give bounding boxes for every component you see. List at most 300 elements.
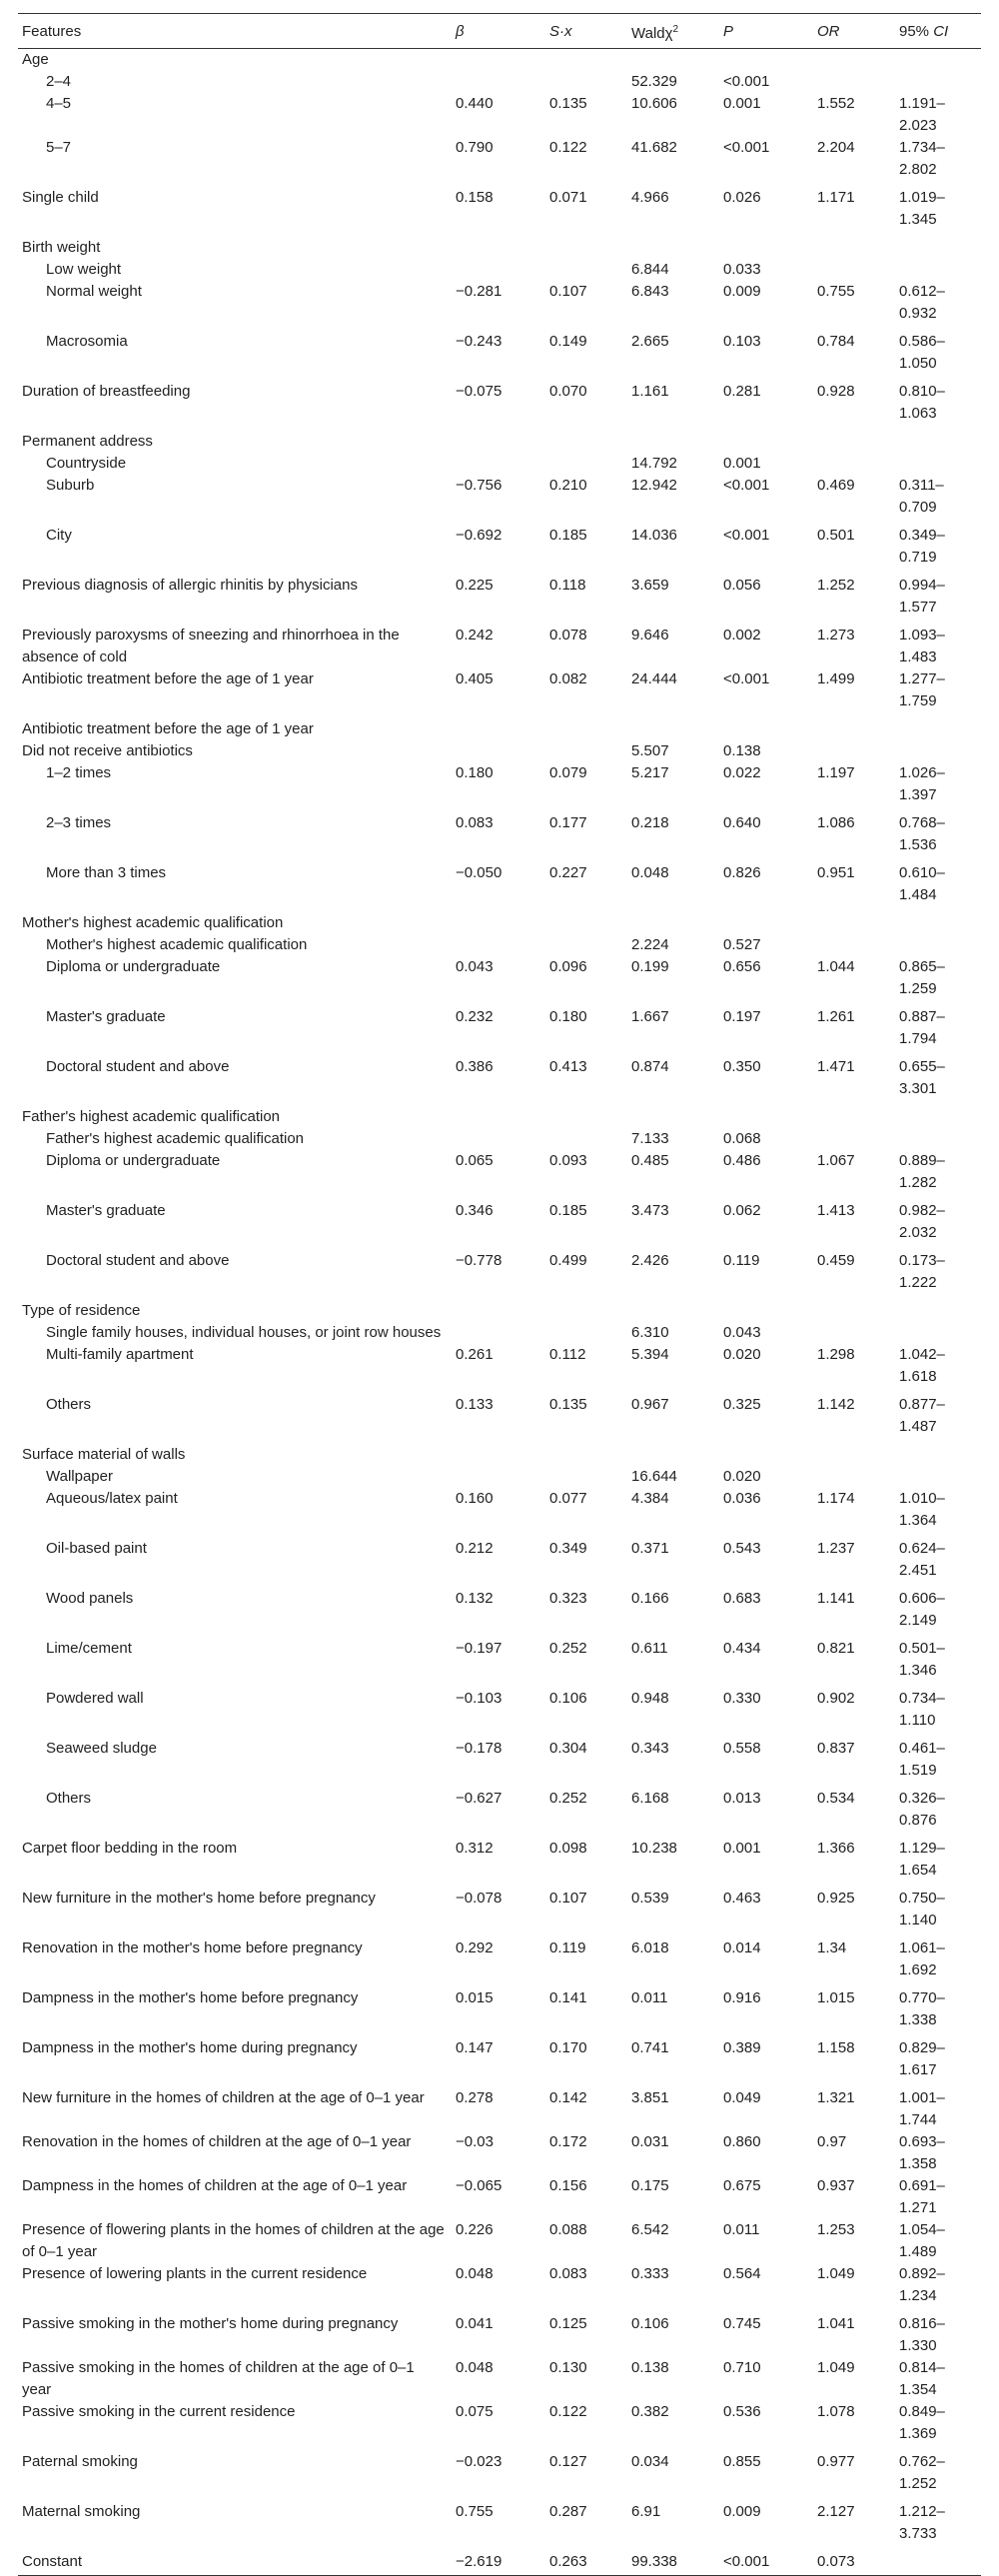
ci-cell: 0.610–1.484 <box>899 864 945 903</box>
p-cell: 0.558 <box>723 1740 761 1757</box>
beta-cell: 0.083 <box>456 814 494 831</box>
wald-cell: 0.343 <box>631 1740 669 1757</box>
sx-cell <box>545 1444 627 1466</box>
feature-cell: Maternal smoking <box>22 2503 141 2520</box>
feature-cell: New furniture in the homes of children at the age of 0–1 year <box>22 2089 425 2106</box>
or-cell: 0.937 <box>817 2177 855 2194</box>
wald-cell: 1.161 <box>631 383 669 400</box>
feature-cell: Suburb <box>46 477 95 494</box>
ci-cell: 0.829–1.617 <box>899 2039 945 2078</box>
wald-cell: 2.224 <box>631 936 669 953</box>
sx-cell: 0.349 <box>549 1540 587 1557</box>
table-row <box>18 1056 981 1106</box>
beta-cell: 0.386 <box>456 1058 494 1075</box>
or-cell: 1.321 <box>817 2089 855 2106</box>
feature-cell: Birth weight <box>22 239 101 256</box>
beta-cell: 0.232 <box>456 1008 494 1025</box>
header-wald-label: Waldχ <box>631 25 673 42</box>
sx-cell <box>545 259 627 281</box>
wald-cell: 10.606 <box>631 95 677 112</box>
sx-cell: 0.185 <box>549 527 587 544</box>
feature-cell: Master's graduate <box>46 1202 166 1219</box>
ci-cell: 1.191–2.023 <box>899 95 945 134</box>
table-row <box>18 2451 981 2501</box>
beta-cell: −0.078 <box>456 1890 502 1907</box>
feature-cell: Doctoral student and above <box>46 1058 230 1075</box>
beta-cell: 0.312 <box>456 1840 494 1857</box>
ci-cell <box>895 912 981 934</box>
ci-cell: 1.093–1.483 <box>899 627 945 665</box>
ci-cell: 0.982–2.032 <box>899 1202 945 1241</box>
feature-cell: Single family houses, individual houses, or joint row houses <box>46 1324 442 1341</box>
p-cell: 0.463 <box>723 1890 761 1907</box>
feature-cell: 2–3 times <box>46 814 112 831</box>
or-cell: 0.837 <box>817 1740 855 1757</box>
beta-cell <box>452 259 545 281</box>
or-cell: 0.928 <box>817 383 855 400</box>
feature-cell: Paternal smoking <box>22 2453 138 2470</box>
ci-cell: 1.061–1.692 <box>899 1939 945 1978</box>
ci-cell <box>895 1322 981 1344</box>
table-row <box>18 1538 981 1588</box>
header-ci-prefix: 95% <box>899 23 934 40</box>
feature-cell: Carpet floor bedding in the room <box>22 1840 238 1857</box>
beta-cell: 0.043 <box>456 958 494 975</box>
feature-cell: Low weight <box>46 261 122 278</box>
sx-cell <box>545 71 627 93</box>
wald-cell: 2.665 <box>631 333 669 350</box>
table-row <box>18 1638 981 1688</box>
or-cell <box>813 1466 895 1488</box>
beta-cell <box>452 237 545 259</box>
ci-cell <box>895 1128 981 1150</box>
beta-cell: 0.041 <box>456 2315 494 2332</box>
table-row <box>18 71 981 93</box>
table-row <box>18 2087 981 2131</box>
ci-cell: 0.461–1.519 <box>899 1740 945 1779</box>
ci-cell: 0.606–2.149 <box>899 1590 945 1629</box>
ci-cell: 1.734–2.802 <box>899 139 945 178</box>
p-cell: 0.826 <box>723 864 761 881</box>
ci-cell: 0.586–1.050 <box>899 333 945 372</box>
p-cell: 0.011 <box>723 2221 760 2238</box>
table-row <box>18 525 981 575</box>
table-row <box>18 1300 981 1322</box>
wald-cell: 14.036 <box>631 527 677 544</box>
ci-cell <box>895 1106 981 1128</box>
beta-cell <box>452 1128 545 1150</box>
or-cell: 1.015 <box>817 1989 855 2006</box>
table-row <box>18 1688 981 1738</box>
or-cell: 1.471 <box>817 1058 855 1075</box>
sx-cell: 0.078 <box>549 627 587 644</box>
table-row <box>18 187 981 237</box>
wald-cell: 0.218 <box>631 814 669 831</box>
ci-cell: 0.501–1.346 <box>899 1640 945 1679</box>
beta-cell: −0.692 <box>456 527 502 544</box>
or-cell: 1.197 <box>817 764 855 781</box>
table-row <box>18 2357 981 2401</box>
or-cell: 1.252 <box>817 577 855 594</box>
ci-cell: 0.693–1.358 <box>899 2133 945 2172</box>
ci-cell: 0.814–1.354 <box>899 2359 945 2398</box>
feature-cell: Father's highest academic qualification <box>22 1108 281 1125</box>
sx-cell: 0.304 <box>549 1740 587 1757</box>
ci-cell: 0.849–1.369 <box>899 2403 945 2442</box>
feature-cell: Previously paroxysms of sneezing and rhinorrhoea in the absence of cold <box>22 627 400 665</box>
beta-cell: −0.075 <box>456 383 502 400</box>
beta-cell <box>452 49 545 72</box>
table-row <box>18 1394 981 1444</box>
feature-cell: Age <box>22 51 49 68</box>
feature-cell: Seaweed sludge <box>46 1740 157 1757</box>
beta-cell <box>452 71 545 93</box>
p-cell: <0.001 <box>723 527 770 544</box>
or-cell <box>813 1128 895 1150</box>
feature-cell: Countryside <box>46 455 127 472</box>
wald-cell <box>627 431 719 453</box>
wald-cell: 5.217 <box>631 764 669 781</box>
or-cell: 2.127 <box>817 2503 855 2520</box>
or-cell: 0.459 <box>817 1252 855 1269</box>
wald-cell: 0.539 <box>631 1890 669 1907</box>
p-cell: 0.001 <box>723 455 761 472</box>
feature-cell: Mother's highest academic qualification <box>22 914 284 931</box>
ci-cell <box>895 49 981 72</box>
ci-cell: 1.010–1.364 <box>899 1490 945 1529</box>
ci-cell <box>895 1300 981 1322</box>
feature-cell: Wood panels <box>46 1590 134 1607</box>
p-cell: <0.001 <box>723 139 770 156</box>
header-features: Features <box>18 14 452 49</box>
sx-cell: 0.252 <box>549 1790 587 1807</box>
feature-cell: Previous diagnosis of allergic rhinitis by physicians <box>22 577 358 594</box>
table-row <box>18 1344 981 1394</box>
feature-cell: Renovation in the mother's home before pregnancy <box>22 1939 363 1956</box>
or-cell: 1.34 <box>817 1939 847 1956</box>
p-cell: 0.049 <box>723 2089 761 2106</box>
sx-cell <box>545 237 627 259</box>
p-cell: 0.389 <box>723 2039 761 2056</box>
wald-cell: 12.942 <box>631 477 677 494</box>
feature-cell: Renovation in the homes of children at the age of 0–1 year <box>22 2133 412 2150</box>
ci-cell <box>895 453 981 475</box>
sx-cell: 0.156 <box>549 2177 587 2194</box>
p-cell: 0.860 <box>723 2133 761 2150</box>
wald-cell: 0.166 <box>631 1590 669 1607</box>
header-wald <box>627 14 719 49</box>
wald-cell: 0.382 <box>631 2403 669 2420</box>
beta-cell: 0.132 <box>456 1590 494 1607</box>
wald-cell: 3.659 <box>631 577 669 594</box>
beta-cell: 0.346 <box>456 1202 494 1219</box>
ci-cell <box>895 71 981 93</box>
ci-cell: 1.042–1.618 <box>899 1346 945 1385</box>
sx-cell: 0.170 <box>549 2039 587 2056</box>
table-row <box>18 2219 981 2263</box>
p-cell <box>719 912 813 934</box>
table-row <box>18 331 981 381</box>
beta-cell: −0.778 <box>456 1252 502 1269</box>
ci-cell <box>895 718 981 740</box>
feature-cell: Wallpaper <box>46 1468 113 1485</box>
beta-cell <box>452 1322 545 1344</box>
sx-cell: 0.185 <box>549 1202 587 1219</box>
ci-cell: 1.129–1.654 <box>899 1840 945 1879</box>
ci-cell: 0.349–0.719 <box>899 527 945 566</box>
sx-cell: 0.093 <box>549 1152 587 1169</box>
feature-cell: Did not receive antibiotics <box>22 742 193 759</box>
p-cell: <0.001 <box>719 2551 813 2576</box>
p-cell: 0.022 <box>723 764 761 781</box>
table-row <box>18 453 981 475</box>
or-cell: 0.534 <box>817 1790 855 1807</box>
sx-cell: 0.096 <box>549 958 587 975</box>
feature-cell: Presence of flowering plants in the homes of children at the age of 0–1 year <box>22 2221 445 2260</box>
or-cell: 0.755 <box>817 283 855 300</box>
ci-cell: 0.691–1.271 <box>899 2177 945 2216</box>
ci-cell: 0.810–1.063 <box>899 383 945 422</box>
or-cell: 1.078 <box>817 2403 855 2420</box>
sx-cell <box>545 1106 627 1128</box>
p-cell: 0.527 <box>723 936 761 953</box>
wald-cell: 4.966 <box>631 189 669 206</box>
feature-cell: Antibiotic treatment before the age of 1 year <box>22 670 314 687</box>
table-row <box>18 2401 981 2451</box>
p-cell: <0.001 <box>723 73 770 90</box>
beta-cell: 0.261 <box>456 1346 494 1363</box>
beta-cell <box>452 1300 545 1322</box>
or-cell: 2.204 <box>817 139 855 156</box>
table-row <box>18 259 981 281</box>
beta-cell <box>452 1444 545 1466</box>
wald-cell: 0.741 <box>631 2039 669 2056</box>
table-row <box>18 1488 981 1538</box>
or-cell: 1.273 <box>817 627 855 644</box>
p-cell: 0.564 <box>723 2265 761 2282</box>
feature-cell: Type of residence <box>22 1302 141 1319</box>
table-row <box>18 1937 981 1987</box>
beta-cell: 0.075 <box>456 2403 494 2420</box>
sx-cell: 0.252 <box>549 1640 587 1657</box>
beta-cell: −0.627 <box>456 1790 502 1807</box>
feature-cell: Duration of breastfeeding <box>22 383 191 400</box>
or-cell: 1.044 <box>817 958 855 975</box>
sx-cell: 0.180 <box>549 1008 587 1025</box>
feature-cell: Normal weight <box>46 283 142 300</box>
ci-cell: 0.311–0.709 <box>899 477 944 516</box>
p-cell: 0.745 <box>723 2315 761 2332</box>
or-cell <box>813 1444 895 1466</box>
beta-cell: 0.147 <box>456 2039 494 2056</box>
table-row <box>18 1888 981 1937</box>
sx-cell: 0.119 <box>549 1939 586 1956</box>
ci-cell <box>895 259 981 281</box>
feature-cell: Macrosomia <box>46 333 128 350</box>
p-cell: 0.033 <box>723 261 761 278</box>
table-row <box>18 431 981 453</box>
table-row <box>18 2313 981 2357</box>
beta-cell: 0.180 <box>456 764 494 781</box>
sx-cell: 0.499 <box>549 1252 587 1269</box>
feature-cell: Diploma or undergraduate <box>46 1152 221 1169</box>
ci-cell: 0.865–1.259 <box>899 958 945 997</box>
wald-cell: 10.238 <box>631 1840 677 1857</box>
table-row <box>18 718 981 740</box>
p-cell: 0.013 <box>723 1790 761 1807</box>
p-cell: 0.656 <box>723 958 761 975</box>
sx-cell: 0.071 <box>549 189 587 206</box>
feature-cell: Presence of lowering plants in the current residence <box>22 2265 368 2282</box>
or-cell: 0.469 <box>817 477 855 494</box>
beta-cell: −0.756 <box>456 477 502 494</box>
or-cell: 0.821 <box>817 1640 855 1657</box>
or-cell: 1.298 <box>817 1346 855 1363</box>
or-cell <box>813 453 895 475</box>
sx-cell: 0.142 <box>549 2089 587 2106</box>
feature-cell: Lime/cement <box>46 1640 132 1657</box>
or-cell: 0.97 <box>817 2133 847 2150</box>
wald-cell: 6.168 <box>631 1790 669 1807</box>
p-cell: 0.068 <box>723 1130 761 1147</box>
or-cell <box>813 1322 895 1344</box>
sx-cell: 0.172 <box>549 2133 587 2150</box>
or-cell: 1.413 <box>817 1202 855 1219</box>
feature-cell: More than 3 times <box>46 864 167 881</box>
or-cell: 0.501 <box>817 527 855 544</box>
wald-cell: 6.843 <box>631 283 669 300</box>
p-cell: 0.002 <box>723 627 761 644</box>
ci-cell: 1.054–1.489 <box>899 2221 945 2260</box>
or-cell <box>813 718 895 740</box>
beta-cell: −0.281 <box>456 283 502 300</box>
sx-cell: 0.118 <box>549 577 586 594</box>
beta-cell: 0.292 <box>456 1939 494 1956</box>
beta-cell: 0.755 <box>456 2503 494 2520</box>
or-cell: 1.158 <box>817 2039 855 2056</box>
beta-cell <box>452 912 545 934</box>
feature-cell: 4–5 <box>46 95 72 112</box>
table-row <box>18 668 981 718</box>
ci-cell <box>895 934 981 956</box>
feature-cell: New furniture in the mother's home before pregnancy <box>22 1890 376 1907</box>
wald-cell: 0.011 <box>631 1989 668 2006</box>
ci-cell: 0.624–2.451 <box>899 1540 945 1579</box>
p-cell: 0.001 <box>723 1840 761 1857</box>
wald-cell <box>627 1300 719 1322</box>
wald-cell <box>627 1106 719 1128</box>
p-cell: 0.536 <box>723 2403 761 2420</box>
table-row <box>18 1250 981 1300</box>
feature-cell: Antibiotic treatment before the age of 1 year <box>22 720 314 737</box>
sx-cell <box>545 453 627 475</box>
beta-cell: 0.158 <box>456 189 494 206</box>
or-cell <box>813 259 895 281</box>
sx-cell: 0.106 <box>549 1690 587 1707</box>
sx-cell: 0.079 <box>549 764 587 781</box>
or-cell: 1.261 <box>817 1008 855 1025</box>
or-cell: 1.253 <box>817 2221 855 2238</box>
p-cell: 0.683 <box>723 1590 761 1607</box>
or-cell: 1.174 <box>817 1490 855 1507</box>
p-cell: 0.197 <box>723 1008 761 1025</box>
beta-cell: 0.048 <box>456 2265 494 2282</box>
table-row <box>18 575 981 625</box>
sx-cell <box>545 1128 627 1150</box>
table-row <box>18 912 981 934</box>
table-row <box>18 812 981 862</box>
sx-cell: 0.098 <box>549 1840 587 1857</box>
feature-cell: Others <box>46 1396 92 1413</box>
sx-cell: 0.125 <box>549 2315 587 2332</box>
or-cell: 0.977 <box>817 2453 855 2470</box>
wald-cell: 0.611 <box>631 1640 668 1657</box>
or-cell: 1.067 <box>817 1152 855 1169</box>
ci-cell: 1.026–1.397 <box>899 764 945 803</box>
table-row <box>18 1444 981 1466</box>
sx-cell: 0.107 <box>549 283 587 300</box>
feature-cell: Passive smoking in the homes of children at the age of 0–1 year <box>22 2359 415 2398</box>
or-cell <box>813 1300 895 1322</box>
p-cell <box>719 49 813 72</box>
wald-cell: 0.199 <box>631 958 669 975</box>
table-row <box>18 1106 981 1128</box>
p-cell: <0.001 <box>723 477 770 494</box>
sx-cell <box>545 1466 627 1488</box>
or-cell <box>813 740 895 762</box>
sx-cell: 0.107 <box>549 1890 587 1907</box>
wald-cell: 6.91 <box>631 2503 661 2520</box>
wald-cell: 6.542 <box>631 2221 669 2238</box>
table-row <box>18 1987 981 2037</box>
or-cell <box>813 49 895 72</box>
beta-cell: 0.440 <box>456 95 494 112</box>
p-cell: 0.434 <box>723 1640 761 1657</box>
table-row <box>18 381 981 431</box>
table-row <box>18 137 981 187</box>
sx-cell: 0.135 <box>549 95 587 112</box>
table-row <box>18 934 981 956</box>
wald-cell: 0.031 <box>631 2133 669 2150</box>
feature-cell: Powdered wall <box>46 1690 144 1707</box>
beta-cell <box>452 431 545 453</box>
feature-cell: Constant <box>18 2551 452 2576</box>
table-row <box>18 93 981 137</box>
feature-cell: Surface material of walls <box>22 1446 186 1463</box>
feature-cell: Single child <box>22 189 99 206</box>
table-row <box>18 1006 981 1056</box>
feature-cell: Aqueous/latex paint <box>46 1490 178 1507</box>
p-cell: 0.036 <box>723 1490 761 1507</box>
wald-cell: 0.333 <box>631 2265 669 2282</box>
sx-cell: 0.177 <box>549 814 587 831</box>
ci-cell <box>895 1444 981 1466</box>
wald-cell: 52.329 <box>631 73 677 90</box>
p-cell: 0.026 <box>723 189 761 206</box>
p-cell: 0.119 <box>723 1252 760 1269</box>
beta-cell: −0.103 <box>456 1690 502 1707</box>
logistic-regression-table <box>18 13 981 2576</box>
beta-cell: 0.225 <box>456 577 494 594</box>
beta-cell <box>452 718 545 740</box>
header-ci <box>895 14 981 49</box>
sx-cell: 0.141 <box>549 1989 587 2006</box>
feature-cell: Dampness in the mother's home before pregnancy <box>22 1989 359 2006</box>
ci-cell: 1.277–1.759 <box>899 670 945 709</box>
ci-cell <box>895 740 981 762</box>
sx-cell <box>545 49 627 72</box>
or-cell <box>813 934 895 956</box>
